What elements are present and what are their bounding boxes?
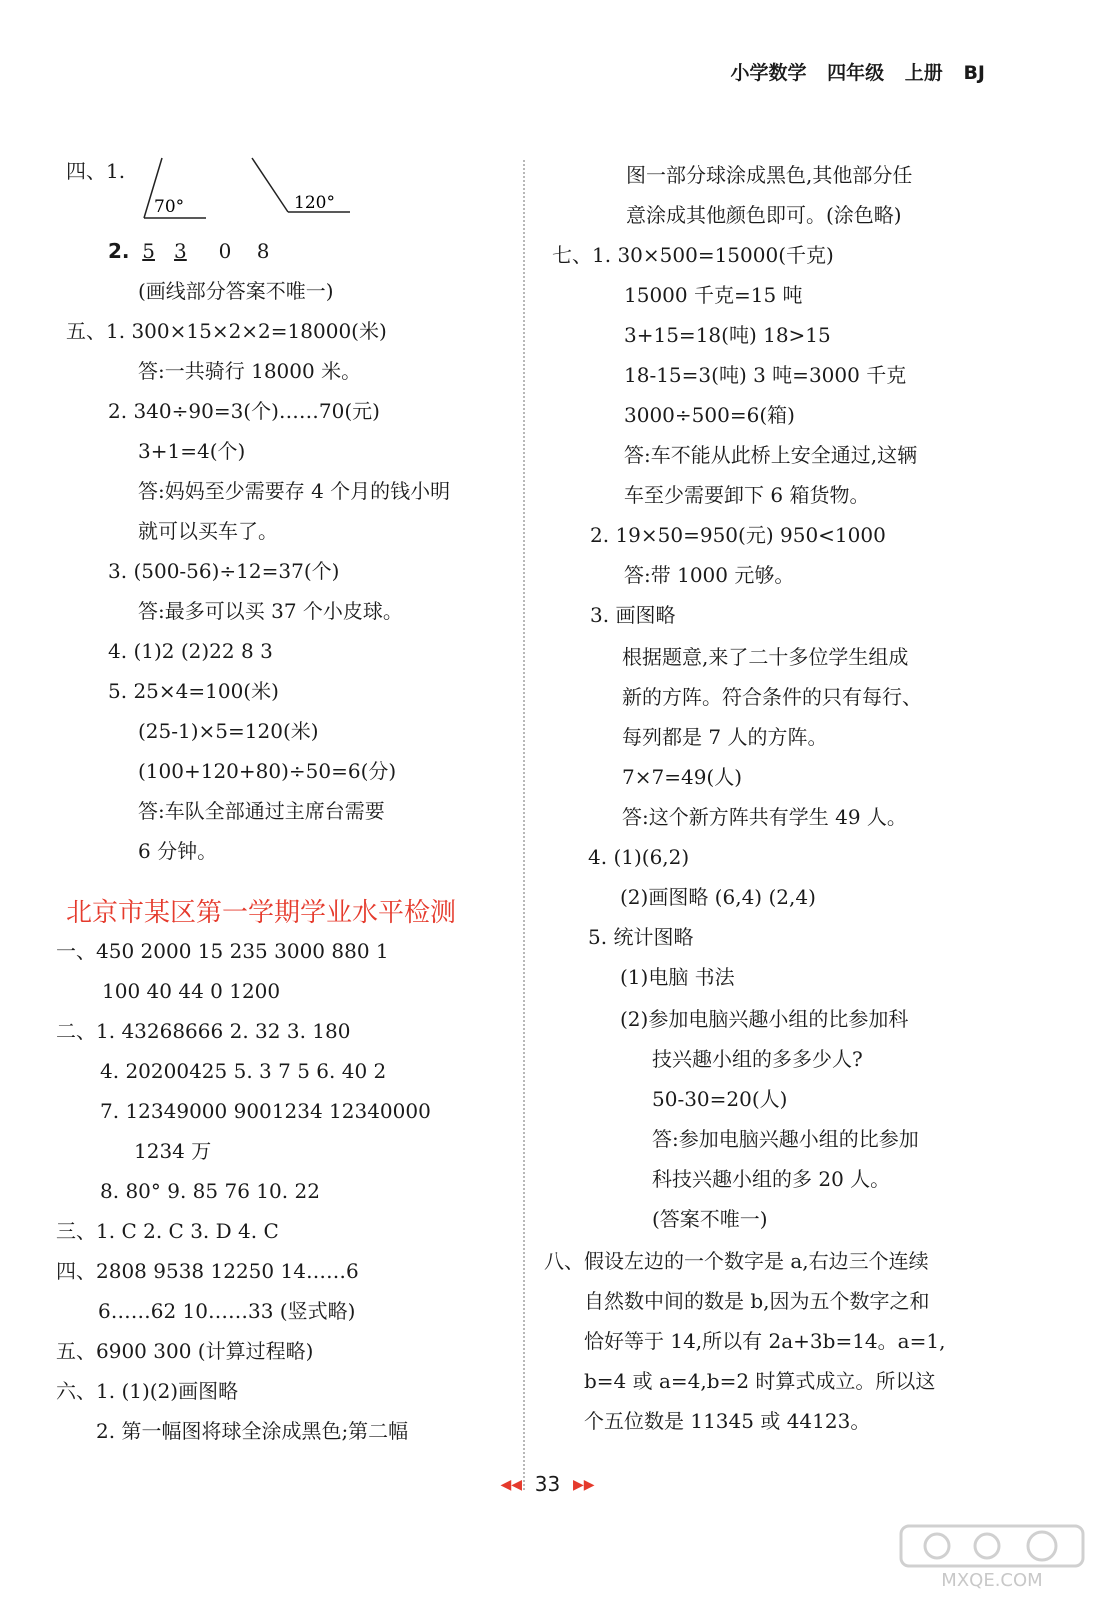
- answer-line: 8. 80° 9. 85 76 10. 22: [100, 1179, 320, 1203]
- page-header: [731, 58, 985, 85]
- answer-line: 7. 12349000 9001234 12340000: [100, 1099, 431, 1123]
- answer-line: 五、1. 300×15×2×2=18000(米): [66, 319, 387, 343]
- answer-line: 6……62 10……33 (竖式略): [98, 1299, 356, 1323]
- column-divider: [523, 160, 525, 1490]
- answer-line: 4. (1)2 (2)22 8 3: [108, 639, 273, 663]
- answer-line: 答:一共骑行 18000 米。: [138, 359, 362, 383]
- answer-line: 就可以买车了。: [138, 519, 278, 543]
- answer-line: 4. 20200425 5. 3 7 5 6. 40 2: [100, 1059, 387, 1083]
- section-title: 北京市某区第一学期学业水平检测: [66, 898, 457, 928]
- answer-line: 答:参加电脑兴趣小组的比参加: [652, 1127, 919, 1151]
- answer-line: 二、1. 43268666 2. 32 3. 180: [56, 1019, 351, 1043]
- answer-line: 3+1=4(个): [138, 439, 246, 463]
- answer-line: 恰好等于 14,所以有 2a+3b=14。a=1,: [584, 1329, 946, 1353]
- answer-line: 车至少需要卸下 6 箱货物。: [624, 483, 870, 507]
- answer-line: 技兴趣小组的多多少人?: [652, 1047, 863, 1071]
- answer-line: 意涂成其他颜色即可。(涂色略): [626, 203, 902, 227]
- angle-figures: [138, 150, 358, 225]
- header-subject: 小学数学: [730, 62, 807, 84]
- q2-row: 2. 5 3 0 8: [108, 239, 270, 263]
- answer-line: 自然数中间的数是 b,因为五个数字之和: [584, 1289, 930, 1313]
- answer-line: 每列都是 7 人的方阵。: [622, 725, 828, 749]
- answer-line: 答:带 1000 元够。: [624, 563, 795, 587]
- answer-line: 3000÷500=6(箱): [624, 403, 795, 427]
- answer-line: 7×7=49(人): [622, 765, 743, 789]
- answer-line: 1234 万: [134, 1139, 212, 1163]
- answer-line: (25-1)×5=120(米): [138, 719, 319, 743]
- page-footer: [0, 1472, 1095, 1496]
- answer-line: 科技兴趣小组的多 20 人。: [652, 1167, 891, 1191]
- answer-line: 个五位数是 11345 或 44123。: [584, 1409, 871, 1433]
- answer-line: 一、450 2000 15 235 3000 880 1: [56, 939, 389, 963]
- answer-line: (2)参加电脑兴趣小组的比参加科: [620, 1007, 909, 1031]
- answer-line: 100 40 44 0 1200: [102, 979, 281, 1003]
- watermark-text: MXQE.COM: [941, 1570, 1043, 1591]
- plain-answer: 0: [218, 239, 232, 263]
- answer-line: 新的方阵。符合条件的只有每行、: [622, 685, 922, 709]
- answer-line: 三、1. C 2. C 3. D 4. C: [56, 1219, 279, 1243]
- underlined-answer: 5: [142, 239, 155, 263]
- answer-line: 根据题意,来了二十多位学生组成: [622, 645, 909, 669]
- answer-line: (2)画图略 (6,4) (2,4): [620, 885, 816, 909]
- answer-line: 答:最多可以买 37 个小皮球。: [138, 599, 403, 623]
- answer-line: 八、假设左边的一个数字是 a,右边三个连续: [544, 1249, 929, 1273]
- prev-arrows-icon: ◀◀: [500, 1477, 523, 1493]
- answer-line: (画线部分答案不唯一): [138, 279, 334, 303]
- header-edition: BJ: [963, 62, 985, 84]
- answer-line: 5. 25×4=100(米): [108, 679, 279, 703]
- answer-line: 3. 画图略: [590, 603, 676, 627]
- answer-line: 六、1. (1)(2)画图略: [56, 1379, 239, 1403]
- header-volume: 上册: [904, 62, 943, 84]
- answer-line: 5. 统计图略: [588, 925, 694, 949]
- answer-line: 七、1. 30×500=15000(千克): [552, 243, 834, 267]
- answer-line: (1)电脑 书法: [620, 965, 735, 989]
- answer-line: 6 分钟。: [138, 839, 218, 863]
- page-number: 33: [534, 1472, 561, 1496]
- answer-line: 3+15=18(吨) 18>15: [624, 323, 831, 347]
- answer-line: 4. (1)(6,2): [588, 845, 690, 869]
- answer-line: 图一部分球涂成黑色,其他部分任: [626, 163, 913, 187]
- answer-line: 2. 340÷90=3(个)……70(元): [108, 399, 380, 423]
- answer-line: 四、2808 9538 12250 14……6: [56, 1259, 359, 1283]
- answer-line: 答:车不能从此桥上安全通过,这辆: [624, 443, 918, 467]
- answer-line: 答:妈妈至少需要存 4 个月的钱小明: [138, 479, 451, 503]
- answer-line: (100+120+80)÷50=6(分): [138, 759, 397, 783]
- angle-120-label: 120°: [294, 193, 335, 213]
- answer-line: 18-15=3(吨) 3 吨=3000 千克: [624, 363, 907, 387]
- answer-line: 2. 19×50=950(元) 950<1000: [590, 523, 886, 547]
- answer-line: 答:这个新方阵共有学生 49 人。: [622, 805, 907, 829]
- next-arrows-icon: ▶▶: [572, 1477, 595, 1493]
- answer-line: b=4 或 a=4,b=2 时算式成立。所以这: [584, 1369, 936, 1393]
- plain-answer: 8: [256, 239, 270, 263]
- angle-70-label: 70°: [154, 197, 185, 217]
- watermark-logo: [897, 1522, 1087, 1592]
- answer-line: 50-30=20(人): [652, 1087, 788, 1111]
- underlined-answer: 3: [174, 239, 187, 263]
- answer-line: (答案不唯一): [652, 1207, 768, 1231]
- answer-line: 2. 第一幅图将球全涂成黑色;第二幅: [96, 1419, 409, 1443]
- answer-line: 3. (500-56)÷12=37(个): [108, 559, 340, 583]
- answer-line: 答:车队全部通过主席台需要: [138, 799, 385, 823]
- header-grade: 四年级: [827, 62, 885, 84]
- answer-line: 15000 千克=15 吨: [624, 283, 803, 307]
- q4-label: 四、1.: [66, 159, 126, 183]
- answer-line: 五、6900 300 (计算过程略): [56, 1339, 314, 1363]
